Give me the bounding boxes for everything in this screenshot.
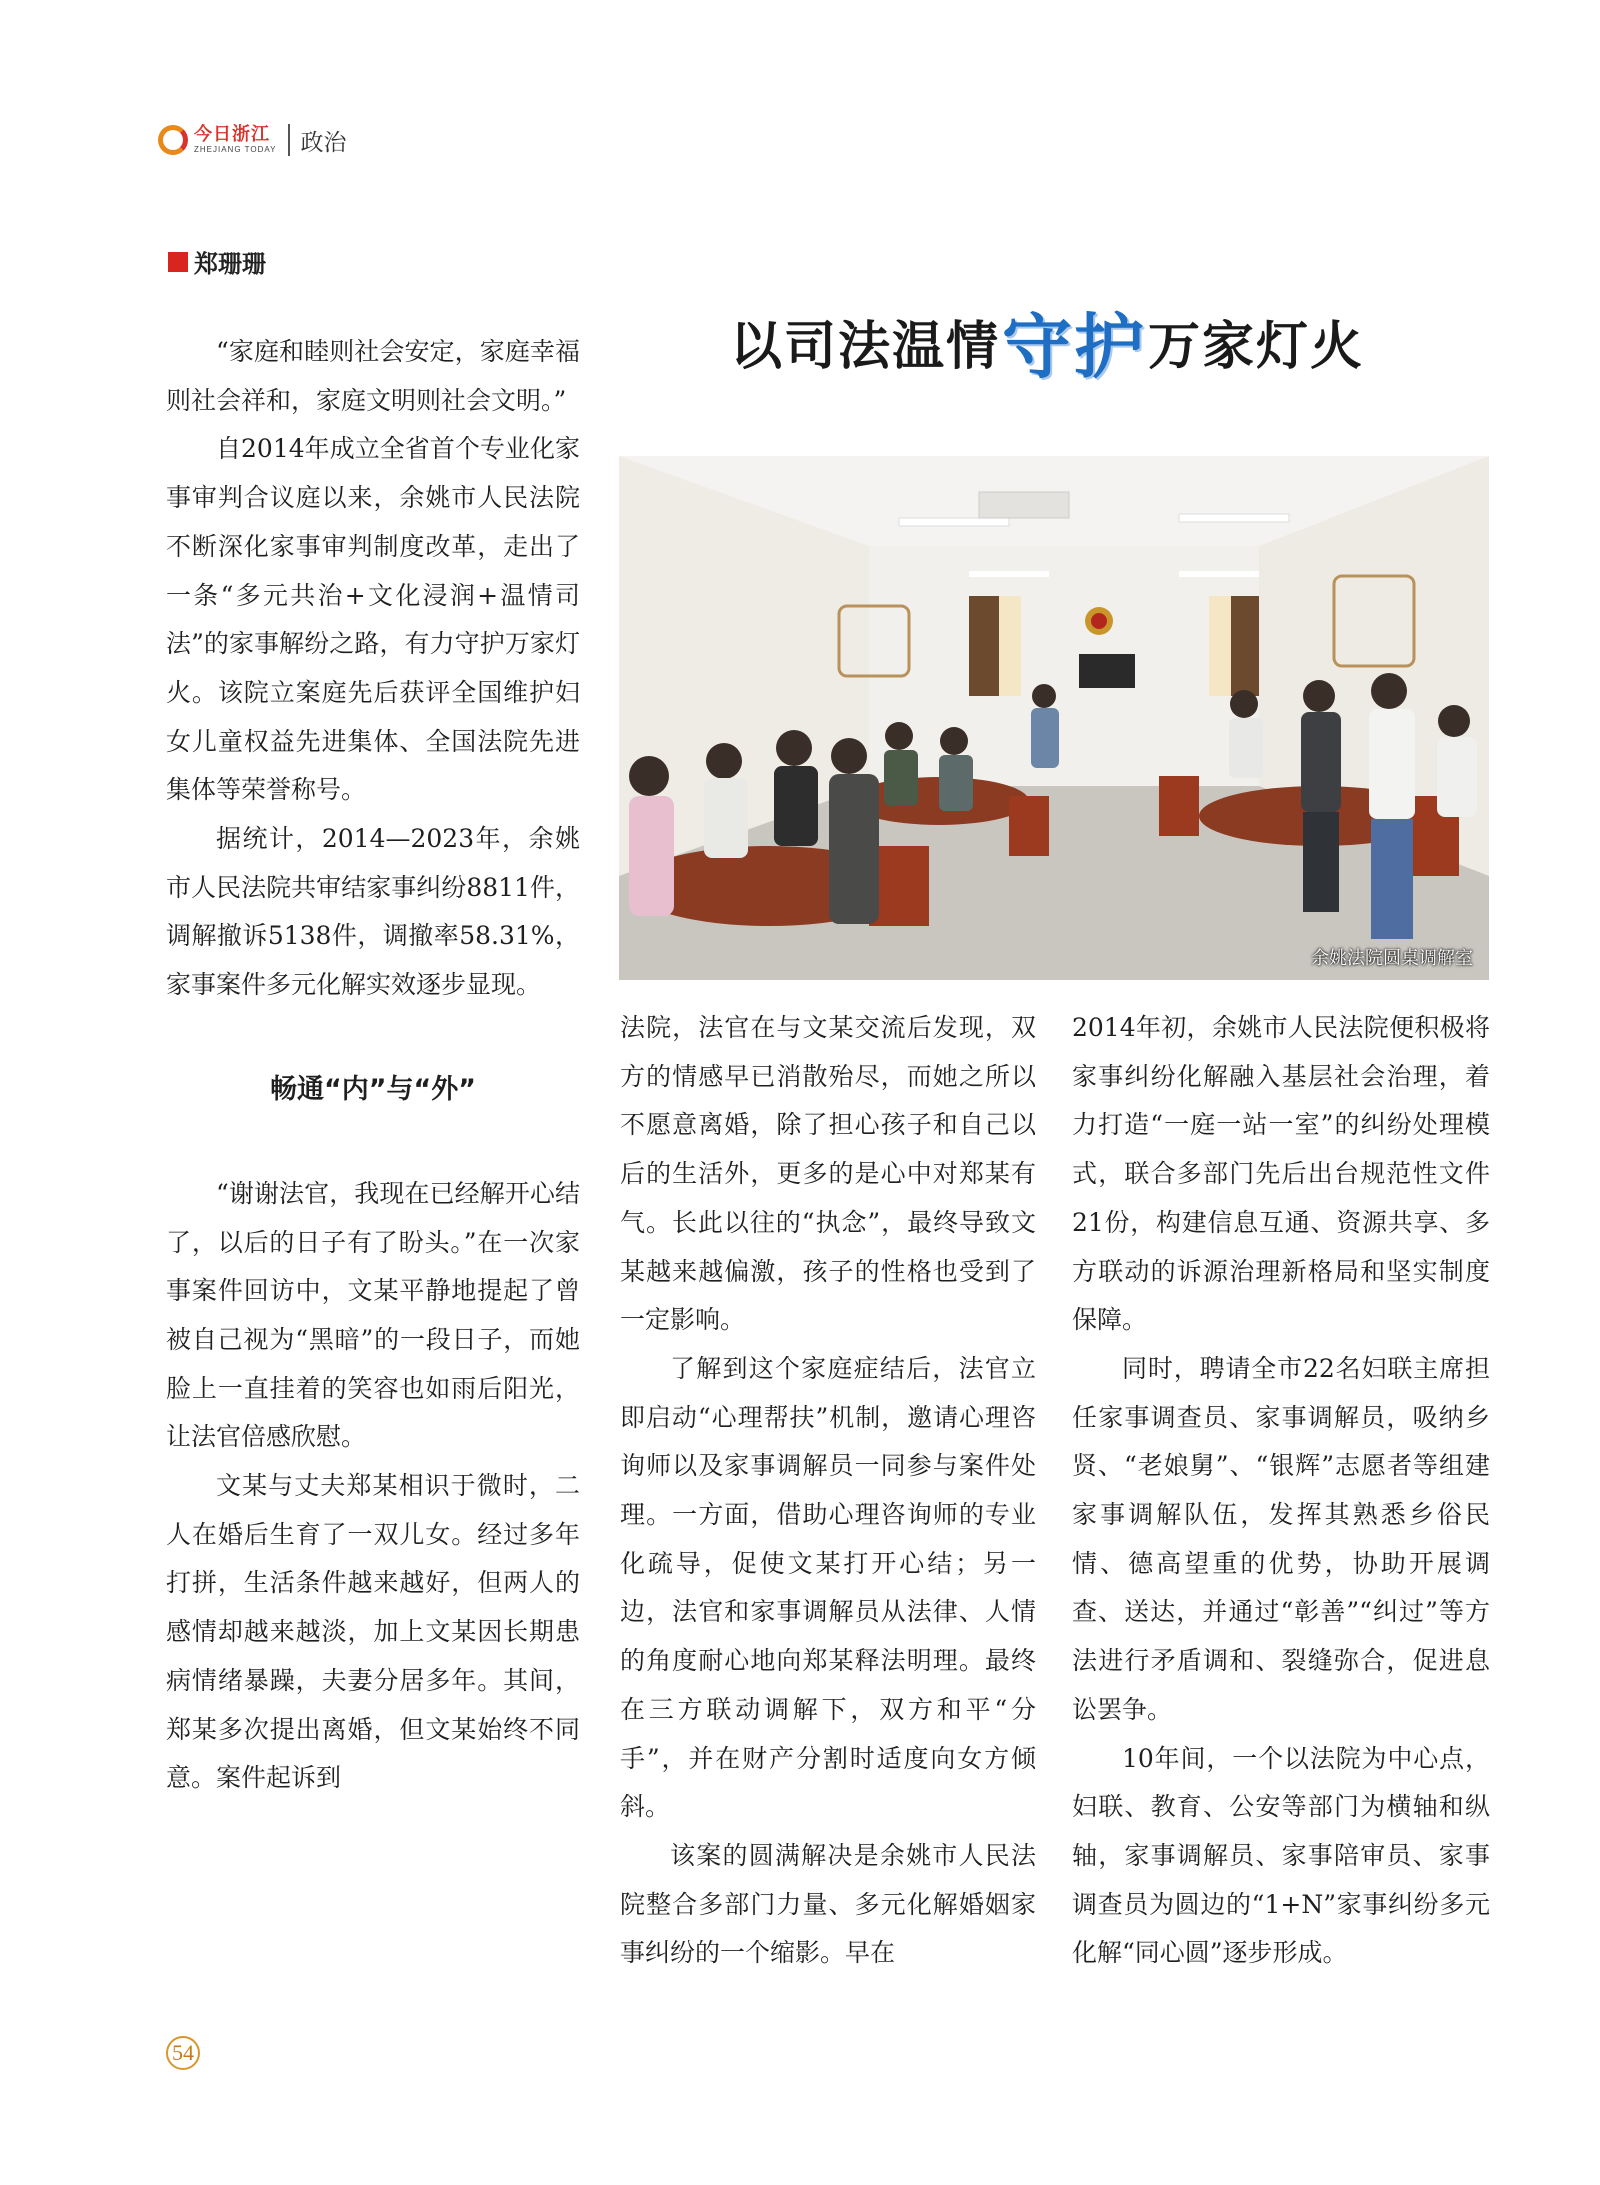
section-name: 政治	[300, 129, 347, 156]
paragraph: 文某与丈夫郑某相识于微时，二人在婚后生育了一双儿女。经过多年打拼，生活条件越来越好，但两人的感情却越来越淡，加上文某因长期患病情绪暴躁，夫妻分居多年。其间，郑某多次提出离婚，但文某始终不同意。案件起诉到	[166, 1471, 580, 1793]
page-number: 54	[166, 2036, 200, 2070]
text-column-1	[166, 328, 580, 1803]
header-divider	[288, 124, 290, 156]
logo-chinese: 今日浙江	[194, 124, 270, 145]
logo-english: ZHEJIANG TODAY	[194, 145, 277, 154]
article-title	[730, 296, 1364, 386]
text-column-2	[620, 1004, 1036, 1978]
paragraph: “谢谢法官，我现在已经解开心结了，以后的日子有了盼头。”在一次家事案件回访中，文某平静地提起了曾被自己视为“黑暗”的一段日子，而她脸上一直挂着的笑容也如雨后阳光，让法官倍感欣慰。	[166, 1178, 580, 1452]
paragraph: 据统计，2014—2023年，余姚市人民法院共审结家事纠纷8811件，调解撤诉5138件，调撤率58.31%，家事案件多元化解实效逐步显现。	[166, 824, 580, 1000]
paragraph: “家庭和睦则社会安定，家庭幸福则社会祥和，家庭文明则社会文明。”	[166, 337, 580, 415]
paragraph: 法院，法官在与文某交流后发现，双方的情感早已消散殆尽，而她之所以不愿意离婚，除了担心孩子和自己以后的生活外，更多的是心中对郑某有气。长此以往的“执念”，最终导致文某越来越偏激，孩子的性格也受到了一定影响。	[620, 1013, 1036, 1335]
paragraph: 了解到这个家庭症结后，法官立即启动“心理帮扶”机制，邀请心理咨询师以及家事调解员一同参与案件处理。一方面，借助心理咨询师的专业化疏导，促使文某打开心结；另一边，法官和家事调解员从法律、人情的角度耐心地向郑某释法明理。最终在三方联动调解下，双方和平“分手”，并在财产分割时适度向女方倾斜。	[620, 1353, 1036, 1822]
title-highlight: 守护	[1002, 304, 1147, 388]
photo-caption: 余姚法院圆桌调解室	[1311, 948, 1473, 969]
author-byline	[168, 244, 266, 279]
title-part-1: 以司法温情	[730, 315, 1001, 377]
magazine-header	[158, 118, 346, 162]
title-part-2: 万家灯火	[1148, 315, 1365, 377]
mediation-room-illustration	[619, 456, 1489, 980]
magazine-logo	[194, 126, 276, 154]
text-column-3	[1072, 1004, 1490, 1978]
article-photo	[619, 456, 1489, 980]
paragraph: 该案的圆满解决是余姚市人民法院整合多部门力量、多元化解婚姻家事纠纷的一个缩影。早在	[620, 1840, 1036, 1968]
paragraph: 同时，聘请全市22名妇联主席担任家事调查员、家事调解员，吸纳乡贤、“老娘舅”、“银辉”志愿者等组建家事调解队伍，发挥其熟悉乡俗民情、德高望重的优势，协助开展调查、送达，并通过“彰善”“纠过”等方法进行矛盾调和、裂缝弥合，促进息讼罢争。	[1072, 1353, 1490, 1724]
magazine-logo-icon	[158, 125, 188, 155]
paragraph: 10年间，一个以法院为中心点，妇联、教育、公安等部门为横轴和纵轴，家事调解员、家事陪审员、家事调查员为圆边的“1+N”家事纠纷多元化解“同心圆”逐步形成。	[1072, 1743, 1490, 1968]
subheading: 畅通“内”与“外”	[270, 1073, 476, 1105]
paragraph: 自2014年成立全省首个专业化家事审判合议庭以来，余姚市人民法院不断深化家事审判制度改革，走出了一条“多元共治+文化浸润+温情司法”的家事解纷之路，有力守护万家灯火。该院立案庭先后获评全国维护妇女儿童权益先进集体、全国法院先进集体等荣誉称号。	[166, 434, 580, 805]
author-name: 郑珊珊	[194, 250, 266, 278]
red-square-icon	[168, 252, 188, 272]
paragraph: 2014年初，余姚市人民法院便积极将家事纠纷化解融入基层社会治理，着力打造“一庭一站一室”的纠纷处理模式，联合多部门先后出台规范性文件21份，构建信息互通、资源共享、多方联动的诉源治理新格局和坚实制度保障。	[1072, 1013, 1490, 1335]
